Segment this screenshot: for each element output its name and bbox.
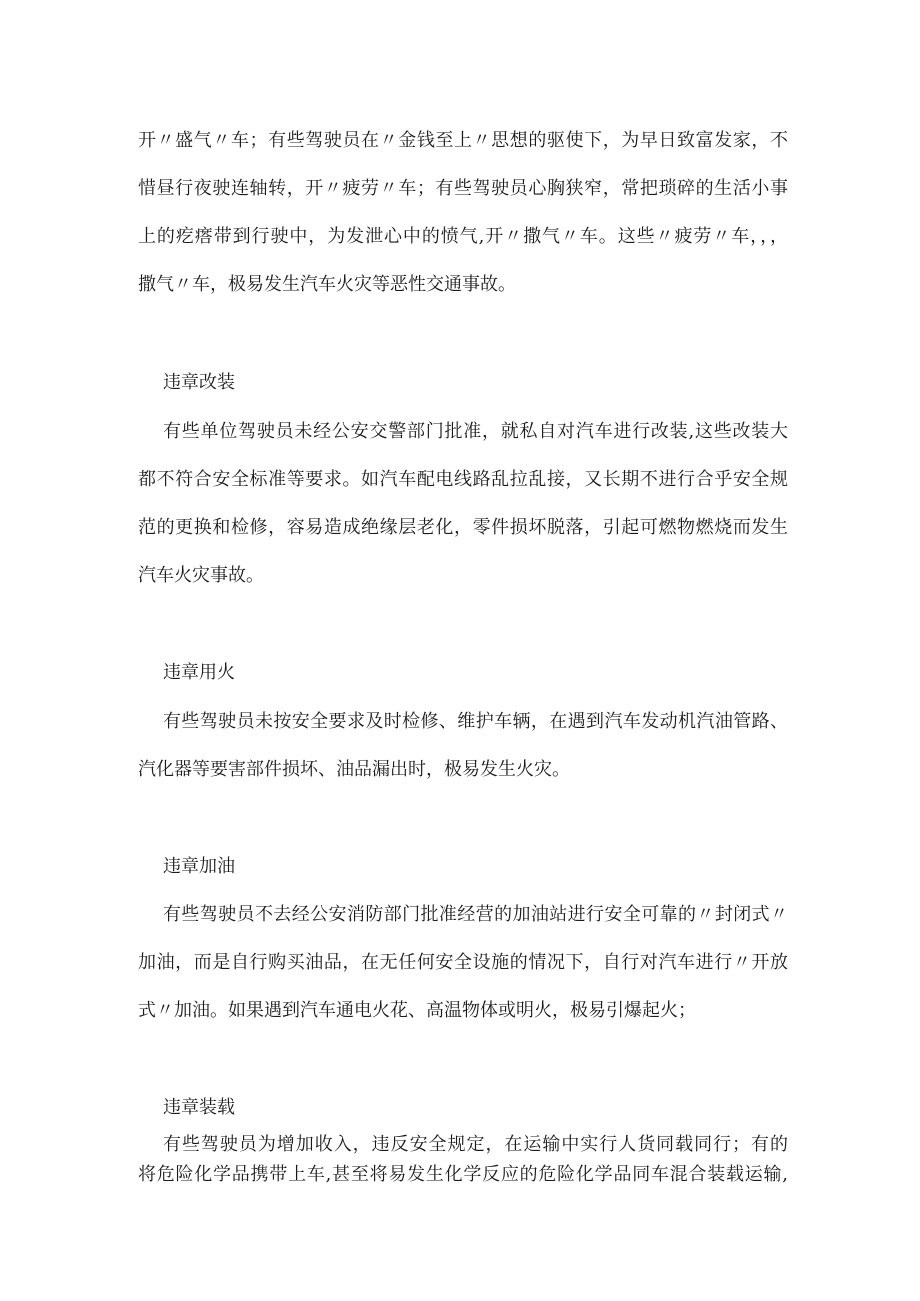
section-fire-use-line-1: 有些驾驶员未按安全要求及时检修、维护车辆，在遇到汽车发动机汽油管路、	[163, 711, 788, 732]
intro-line-3: 上的疙瘩带到行驶中，为发泄心中的愤气,开〃撒气〃车。这些〃疲劳〃车，，，	[138, 226, 788, 247]
intro-line-4: 撒气〃车，极易发生汽车火灾等恶性交通事故。	[138, 274, 516, 295]
section-loading-line-1: 有些驾驶员为增加收入，违反安全规定，在运输中实行人货同载同行；有的	[163, 1134, 788, 1155]
section-modification-line-2: 都不符合安全标准等要求。如汽车配电线路乱拉乱接，又长期不进行合乎安全规	[138, 469, 788, 490]
section-heading-modification: 违章改装	[163, 372, 235, 393]
intro-line-2: 惜昼行夜驶连轴转，开〃疲劳〃车；有些驾驶员心胸狭窄，常把琐碎的生活小事	[138, 178, 788, 199]
section-heading-refueling: 违章加油	[163, 856, 235, 877]
section-modification-line-4: 汽车火灾事故。	[138, 565, 264, 586]
section-refueling-line-1: 有些驾驶员不去经公安消防部门批准经营的加油站进行安全可靠的〃封闭式〃	[163, 904, 788, 925]
section-fire-use-line-2: 汽化器等要害部件损坏、油品漏出时，极易发生火灾。	[138, 759, 570, 780]
section-refueling-line-2: 加油，而是自行购买油品，在无任何安全设施的情况下，自行对汽车进行〃开放	[138, 952, 788, 973]
intro-line-1: 开〃盛气〃车；有些驾驶员在〃金钱至上〃思想的驱使下，为早日致富发家，不	[138, 130, 788, 151]
section-loading-line-2: 将危险化学品携带上车,甚至将易发生化学反应的危险化学品同车混合装载运输,	[138, 1164, 788, 1185]
section-heading-fire-use: 违章用火	[163, 662, 235, 683]
section-modification-line-1: 有些单位驾驶员未经公安交警部门批准，就私自对汽车进行改装,这些改装大	[163, 421, 788, 442]
section-heading-loading: 违章装载	[163, 1097, 235, 1118]
section-modification-line-3: 范的更换和检修，容易造成绝缘层老化，零件损坏脱落，引起可燃物燃烧而发生	[138, 517, 788, 538]
section-refueling-line-3: 式〃加油。如果遇到汽车通电火花、高温物体或明火，极易引爆起火；	[138, 1000, 696, 1021]
